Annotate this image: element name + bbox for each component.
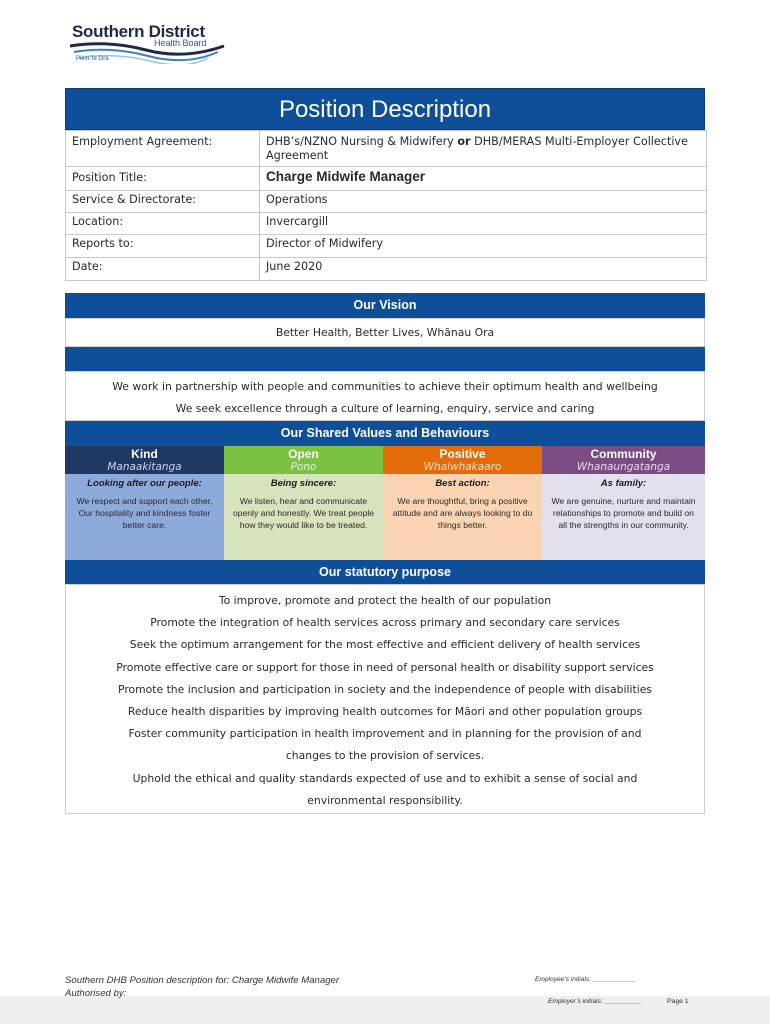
mission-heading-bar bbox=[65, 347, 705, 371]
detail-value bbox=[260, 167, 707, 191]
vision-text: Better Health, Better Lives, Whānau Ora bbox=[275, 326, 495, 339]
purpose-line: Foster community participation in health improvement and in planning for the provision of and bbox=[128, 727, 642, 741]
purpose-box bbox=[65, 584, 705, 814]
page-title: Position Description bbox=[278, 96, 492, 123]
value-name: Positive bbox=[439, 447, 486, 461]
detail-value: Director of Midwifery bbox=[260, 235, 707, 258]
purpose-line: Uphold the ethical and quality standards expected of use and to exhibit a sense of social and bbox=[132, 771, 638, 785]
value-lead: Looking after our people: bbox=[87, 478, 202, 489]
logo-name: Southern District bbox=[72, 22, 205, 41]
value-header bbox=[224, 446, 383, 474]
table-row bbox=[66, 235, 707, 258]
logo-subtitle: Health Board bbox=[154, 38, 207, 48]
value-lead: Best action: bbox=[435, 478, 490, 489]
position-title: Charge Midwife Manager bbox=[266, 169, 426, 184]
page-number: Page 1 bbox=[667, 998, 689, 1005]
detail-value bbox=[260, 131, 707, 167]
detail-key: Service & Directorate: bbox=[66, 191, 260, 213]
values-heading-bar bbox=[65, 421, 705, 446]
purpose-heading: Our statutory purpose bbox=[319, 565, 451, 579]
detail-key: Position Title: bbox=[66, 167, 260, 191]
purpose-line: environmental responsibility. bbox=[307, 793, 463, 807]
value-name: Kind bbox=[131, 447, 158, 461]
value-header bbox=[65, 446, 224, 474]
value-kind bbox=[65, 446, 224, 560]
value-text: We are thoughtful, bring a positive attitude and are always looking to do things better. bbox=[392, 496, 533, 530]
vision-box bbox=[65, 318, 705, 347]
value-text: We are genuine, nurture and maintain relationships to promote and build on all the strengths in our community. bbox=[551, 496, 696, 530]
footer-authorised: Authorised by: bbox=[65, 988, 127, 999]
purpose-line: To improve, promote and protect the health of our population bbox=[218, 594, 552, 607]
table-row bbox=[66, 131, 707, 167]
value-header bbox=[383, 446, 542, 474]
value-lead: Being sincere: bbox=[270, 478, 337, 489]
purpose-heading-bar bbox=[65, 560, 705, 584]
value-maori: Pono bbox=[290, 461, 317, 473]
purpose-line: Seek the optimum arrangement for the most effective and efficient delivery of health services bbox=[129, 638, 641, 652]
value-maori: Manaakitanga bbox=[107, 461, 182, 473]
detail-key: Reports to: bbox=[66, 235, 260, 258]
value-text: We respect and support each other. Our hospitality and kindness foster better care. bbox=[76, 496, 213, 530]
values-grid bbox=[65, 446, 705, 560]
value-text: We listen, hear and communicate openly and honestly. We treat people how they would like to be treated. bbox=[232, 496, 375, 530]
detail-key: Date: bbox=[66, 258, 260, 281]
footer-description: Southern DHB Position description for: Charge Midwife Manager bbox=[65, 975, 340, 986]
detail-value: Operations bbox=[260, 191, 707, 213]
value-maori: Whaiwhakaaro bbox=[423, 461, 502, 473]
value-header bbox=[542, 446, 705, 474]
detail-value-text: DHB/MERAS Multi-Employer Collective Agreement bbox=[266, 135, 688, 162]
value-name: Open bbox=[288, 447, 319, 461]
details-table bbox=[65, 130, 707, 281]
vision-heading-bar bbox=[65, 293, 705, 318]
detail-value: Invercargill bbox=[260, 213, 707, 235]
value-maori: Whanaungatanga bbox=[576, 461, 671, 473]
value-positive bbox=[383, 446, 542, 560]
table-row bbox=[66, 191, 707, 213]
detail-value-text: DHB’s/NZNO Nursing & Midwifery bbox=[266, 135, 458, 148]
footer-left bbox=[65, 974, 339, 1000]
purpose-line: changes to the provision of services. bbox=[285, 749, 485, 763]
detail-value-bold: or bbox=[457, 135, 471, 148]
mission-line: We work in partnership with people and communities to achieve their optimum health and wellbeing bbox=[112, 380, 658, 393]
value-open bbox=[224, 446, 383, 560]
table-row bbox=[66, 258, 707, 281]
title-band bbox=[65, 88, 705, 130]
value-body bbox=[224, 474, 383, 560]
employer-initials: Employer’s initials: __________ bbox=[548, 998, 642, 1005]
logo bbox=[66, 18, 236, 68]
value-community bbox=[542, 446, 705, 560]
mission-line: We seek excellence through a culture of learning, enquiry, service and caring bbox=[175, 402, 595, 415]
value-name: Community bbox=[590, 447, 657, 461]
table-row bbox=[66, 167, 707, 191]
value-body bbox=[383, 474, 542, 560]
detail-value: June 2020 bbox=[260, 258, 707, 281]
value-body bbox=[65, 474, 224, 560]
value-body bbox=[542, 474, 705, 560]
values-heading: Our Shared Values and Behaviours bbox=[280, 426, 490, 440]
value-lead: As family: bbox=[600, 478, 647, 489]
employee-initials: Employee’s initials: ____________ bbox=[535, 976, 637, 983]
purpose-line: Reduce health disparities by improving health outcomes for Māori and other population groups bbox=[127, 705, 643, 719]
detail-key: Employment Agreement: bbox=[66, 131, 260, 167]
purpose-line: Promote the inclusion and participation in society and the independence of people with disabilities bbox=[118, 682, 652, 696]
detail-key: Location: bbox=[66, 213, 260, 235]
logo-tagline: Pikiri Te Ora bbox=[76, 56, 109, 62]
table-row bbox=[66, 213, 707, 235]
purpose-line: Promote the integration of health services across primary and secondary care services bbox=[150, 616, 620, 630]
vision-heading: Our Vision bbox=[353, 298, 417, 312]
mission-box bbox=[65, 371, 705, 421]
purpose-line: Promote effective care or support for those in need of personal health or disability support services bbox=[116, 660, 654, 674]
footer-strip bbox=[0, 996, 770, 1024]
